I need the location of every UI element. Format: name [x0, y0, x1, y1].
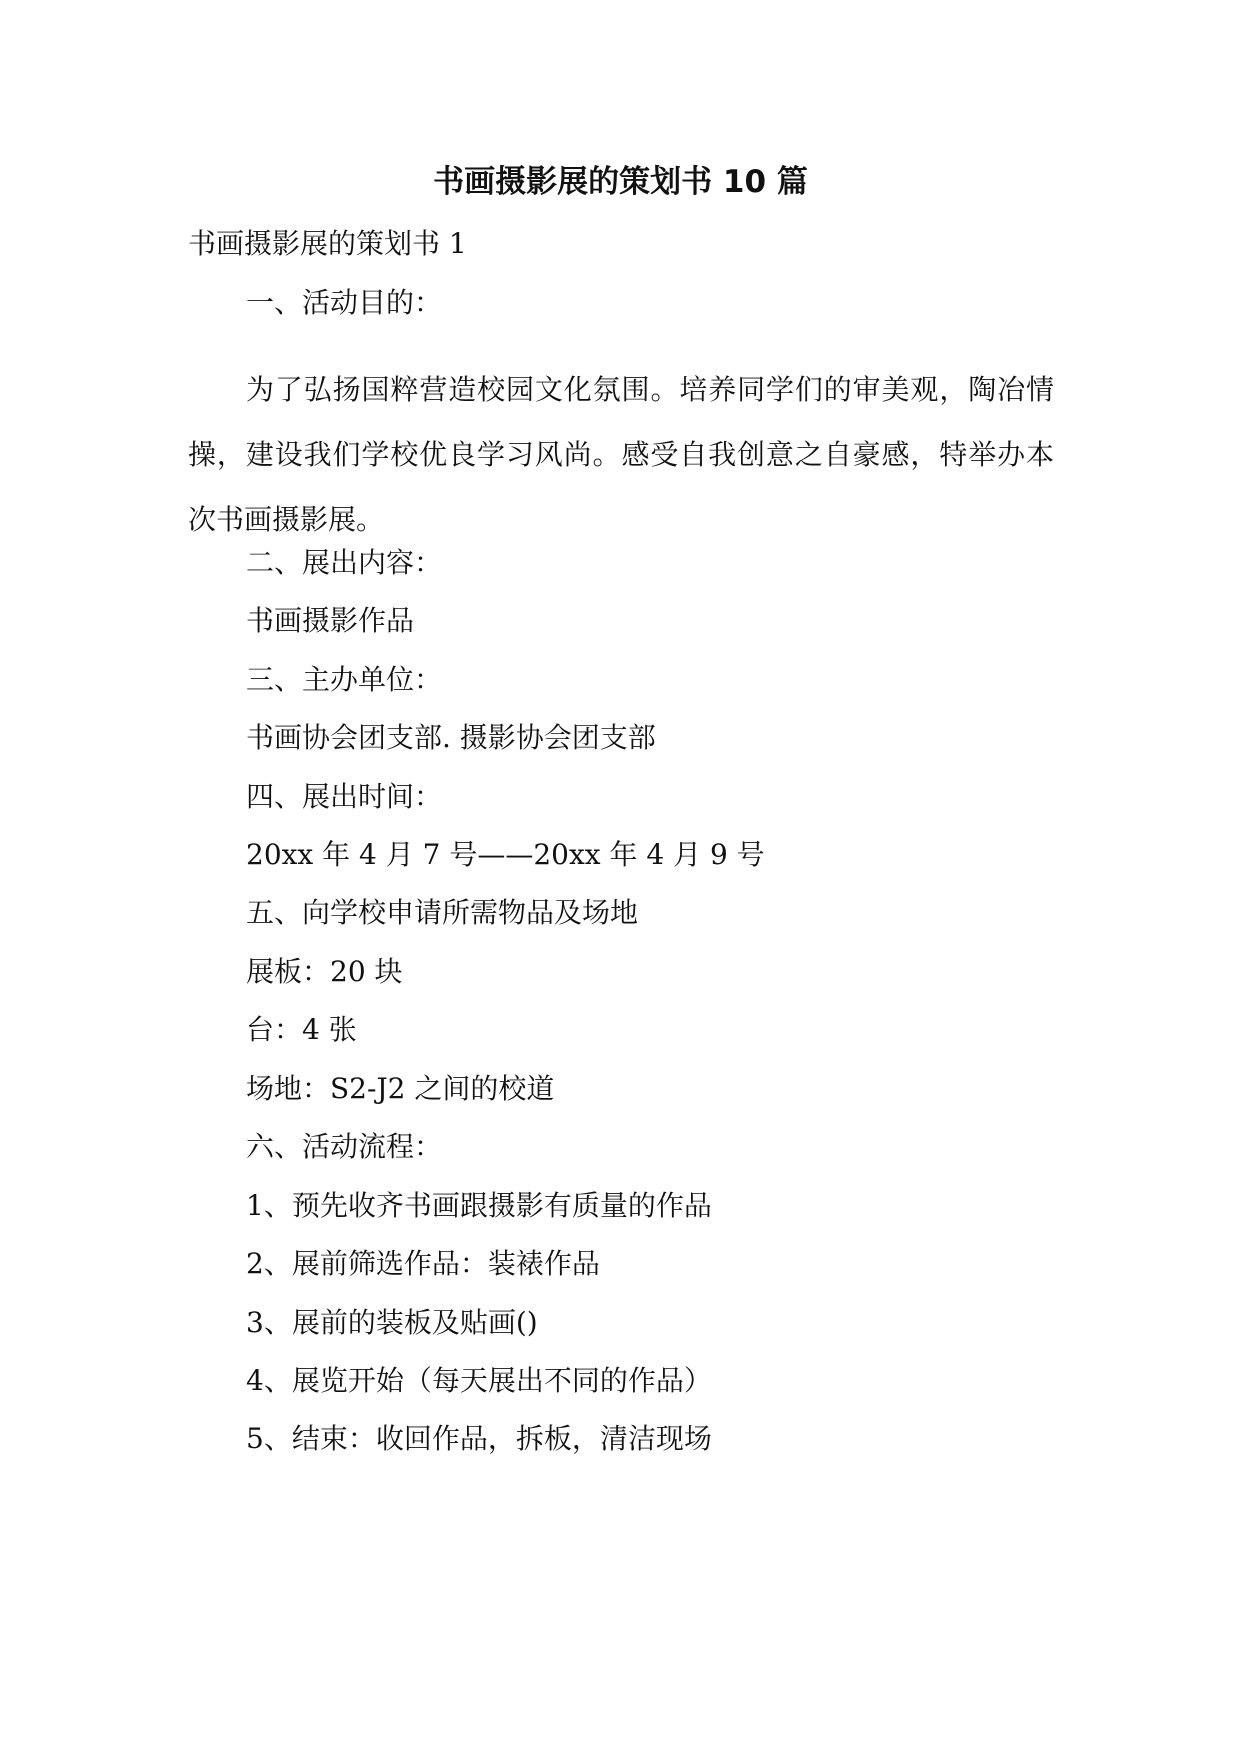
section-heading-organizer: 三、主办单位：: [246, 663, 443, 696]
section-heading-purpose: 一、活动目的：: [246, 286, 443, 319]
purpose-paragraph: 为了弘扬国粹营造校园文化氛围。培养同学们的审美观，陶冶情操，建设我们学校优良学习风尚。感受自我创意之自豪感，特举办本次书画摄影展。: [188, 373, 1054, 536]
section-heading-requirements: 五、向学校申请所需物品及场地: [246, 896, 639, 929]
content-text: 书画摄影作品: [246, 604, 415, 637]
organizer-text: 书画协会团支部. 摄影协会团支部: [246, 721, 656, 754]
process-step: 1、预先收齐书画跟摄影有质量的作品: [246, 1189, 712, 1222]
requirement-item: 场地：S2-J2 之间的校道: [246, 1072, 555, 1105]
requirement-item: 台：4 张: [246, 1013, 357, 1046]
process-step: 5、结束：收回作品，拆板，清洁现场: [246, 1422, 712, 1455]
requirement-item: 展板：20 块: [246, 955, 403, 988]
process-step: 2、展前筛选作品：装裱作品: [246, 1247, 600, 1280]
document-subtitle: 书画摄影展的策划书 1: [188, 227, 467, 260]
process-step: 4、展览开始（每天展出不同的作品）: [246, 1364, 712, 1397]
section-heading-process: 六、活动流程：: [246, 1130, 443, 1163]
document-title: 书画摄影展的策划书 10 篇: [433, 164, 808, 200]
section-heading-time: 四、展出时间：: [246, 780, 443, 813]
section-heading-content: 二、展出内容：: [246, 546, 443, 579]
process-step: 3、展前的装板及贴画(): [246, 1306, 538, 1339]
time-text: 20xx 年 4 月 7 号——20xx 年 4 月 9 号: [246, 838, 765, 871]
